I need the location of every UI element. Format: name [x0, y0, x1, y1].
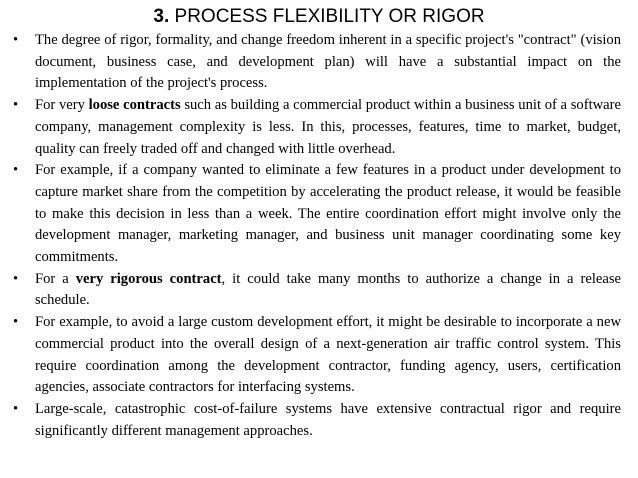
- bullet-dot-icon: •: [13, 270, 19, 287]
- bullet-item-6: [11, 399, 621, 442]
- bullet-item-1: [11, 30, 621, 95]
- bullet-text: For very: [35, 97, 89, 114]
- bullet-item-2: [11, 95, 621, 160]
- bullet-item-4: [11, 269, 621, 312]
- slide-title: [0, 6, 638, 28]
- bullet-dot-icon: •: [13, 400, 19, 417]
- title-text: PROCESS FLEXIBILITY OR RIGOR: [169, 6, 485, 27]
- bullet-list: [11, 30, 621, 442]
- title-number: 3.: [153, 6, 170, 27]
- bullet-dot-icon: •: [13, 32, 19, 48]
- bullet-item-5: [11, 312, 621, 399]
- bullet-bold-term: very rigorous contract: [75, 270, 222, 287]
- bullet-bold-term: loose contracts: [88, 97, 181, 114]
- bullet-dot-icon: •: [13, 97, 19, 114]
- bullet-text-tail: such as building a commercial product within a business unit of a software company, management complexity is less. In this, processes, features, time to market, budget, quality can freely traded off and changed with little overhead.: [35, 97, 621, 157]
- bullet-text: For example, if a company wanted to eliminate a few features in a product under development to capture market share from the competition by accelerating the product release, it would be feasible to make this decision in less than a week. The entire coordination effort might involve only the development manager, marketing manager, and business unit manager coordinating some key commitments.: [35, 162, 621, 266]
- bullet-text: For a: [35, 270, 76, 287]
- bullet-item-3: [11, 160, 621, 269]
- bullet-text: For example, to avoid a large custom development effort, it might be desirable to incorporate a new commercial product into the overall design of a next-generation air traffic control system. This require coordination among the development contractor, funding agency, users, certification agencies, associate contractors for interfacing systems.: [35, 314, 621, 396]
- bullet-text: Large-scale, catastrophic cost-of-failure systems have extensive contractual rigor and require significantly different management approaches.: [35, 400, 621, 439]
- bullet-dot-icon: •: [13, 314, 19, 331]
- bullet-text: The degree of rigor, formality, and change freedom inherent in a specific project's "contract" (vision document, business case, and development plan) will have a substantial impact on the implementation of the project's process.: [35, 32, 621, 92]
- bullet-text-tail: , it could take many months to authorize a change in a release schedule.: [35, 270, 621, 309]
- bullet-dot-icon: •: [13, 162, 19, 179]
